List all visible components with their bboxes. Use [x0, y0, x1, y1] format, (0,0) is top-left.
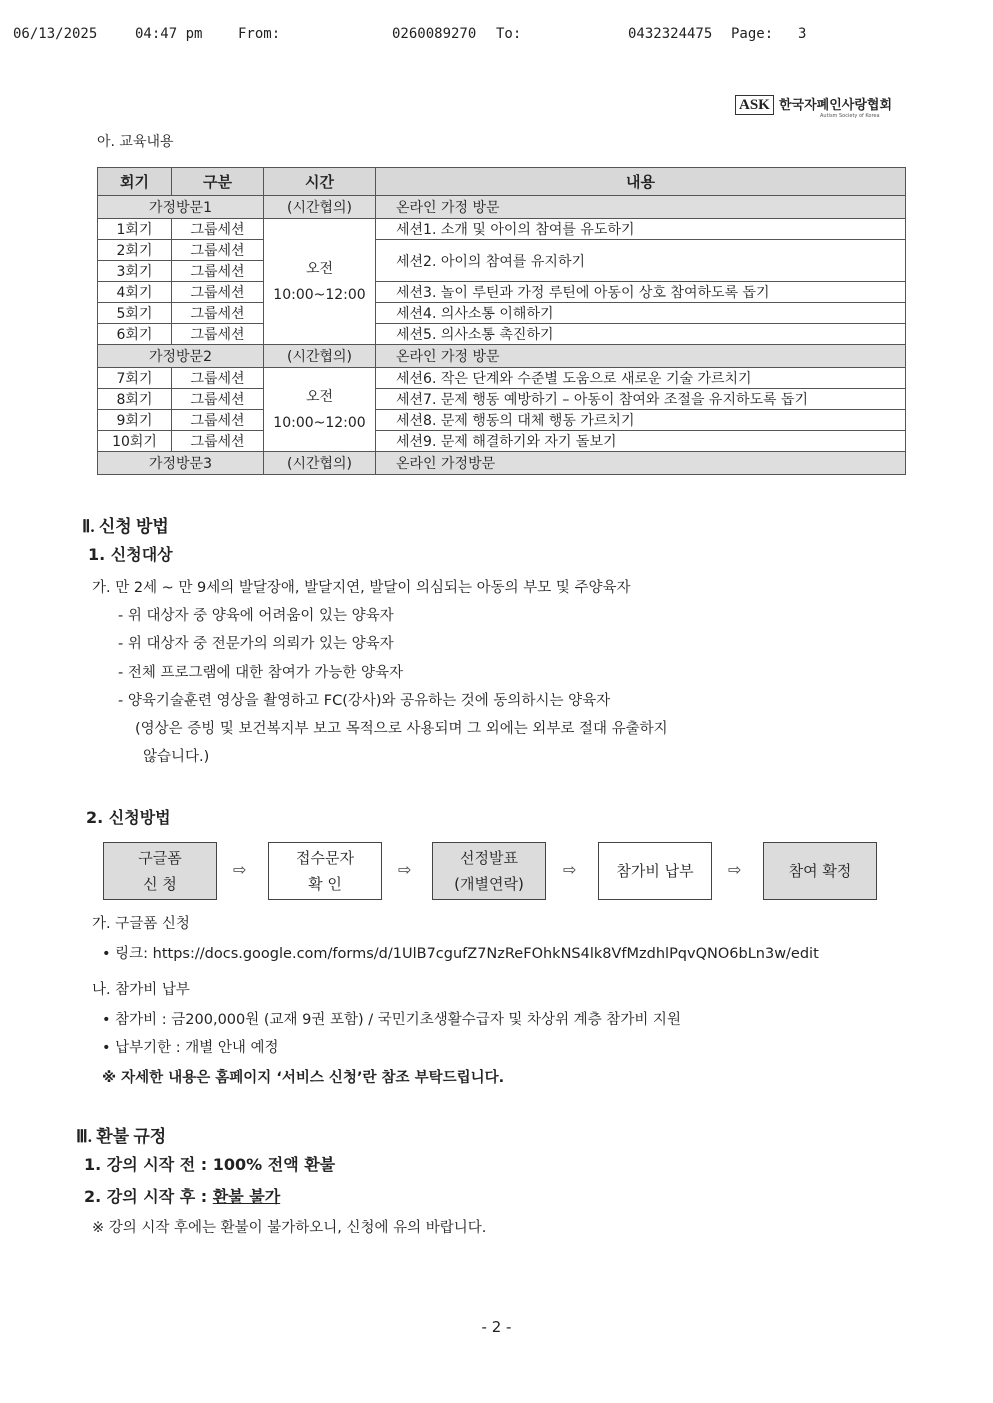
flow-arrow-icon: ⇨: [563, 860, 577, 879]
table-row: [98, 303, 906, 324]
session-cell: 8회기: [98, 389, 172, 410]
flow-step-line: (개별연락): [454, 875, 524, 893]
type-cell: 그룹세션: [172, 240, 264, 261]
homepage-notice: ※ 자세한 내용은 홈페이지 ‘서비스 신청’란 참조 부탁드립니다.: [102, 1070, 505, 1086]
content-cell: 세션5. 의사소통 촉진하기: [376, 324, 906, 345]
target-description: 가. 만 2세 ~ 만 9세의 발달장애, 발달지연, 발달이 의심되는 아동의 부모 및 주양육자: [92, 580, 631, 596]
refund-after-label: 2. 강의 시작 후 :: [84, 1187, 213, 1206]
table-row: [98, 345, 906, 368]
table-row: [98, 389, 906, 410]
fax-to-label: To:: [496, 26, 522, 42]
content-cell: 온라인 가정 방문: [376, 345, 906, 368]
apply-google-form-label: 가. 구글폼 신청: [92, 916, 190, 932]
link-row: [102, 942, 819, 963]
type-cell: 그룹세션: [172, 368, 264, 389]
content-cell: 세션4. 의사소통 이해하기: [376, 303, 906, 324]
flow-step-line: 구글폼: [138, 849, 182, 867]
content-cell: 세션9. 문제 해결하기와 자기 돌보기: [376, 431, 906, 452]
table-row: [98, 219, 906, 240]
flow-arrow-icon: ⇨: [233, 860, 247, 879]
flow-step-google-form: [103, 842, 217, 900]
content-cell: 세션3. 놀이 루틴과 가정 루틴에 아동이 상호 참여하도록 돕기: [376, 282, 906, 303]
refund-after-start: [84, 1184, 280, 1207]
flow-step-line: 신 청: [143, 875, 177, 893]
target-bullet: - 전체 프로그램에 대한 참여가 가능한 양육자: [118, 665, 404, 681]
home-visit-label: 가정방문1: [98, 196, 264, 219]
refund-before-start: 1. 강의 시작 전 : 100% 전액 환불: [84, 1155, 336, 1174]
target-bullet: - 위 대상자 중 전문가의 의뢰가 있는 양육자: [118, 636, 394, 652]
organization-logo: [735, 93, 895, 123]
session-cell: 2회기: [98, 240, 172, 261]
flow-step-line: 참가비 납부: [616, 862, 694, 880]
flow-step-payment: [598, 842, 712, 900]
table-row: [98, 282, 906, 303]
time-cell: [264, 368, 376, 452]
flow-step-line: 선정발표: [460, 849, 518, 867]
fax-time: 04:47 pm: [135, 26, 203, 42]
logo-name: 한국자폐인사랑협회: [779, 98, 893, 113]
session-cell: 6회기: [98, 324, 172, 345]
type-cell: 그룹세션: [172, 324, 264, 345]
flow-step-line: 접수문자: [296, 849, 354, 867]
time-am: 오전: [305, 388, 334, 405]
video-usage-note: (영상은 증빙 및 보건복지부 보고 목적으로 사용되며 그 외에는 외부로 절대 유출하지: [135, 721, 668, 737]
type-cell: 그룹세션: [172, 261, 264, 282]
fee-info: • 참가비 : 금200,000원 (교재 9권 포함) / 국민기초생활수급자 및 차상위 계층 참가비 지원: [102, 1012, 681, 1028]
time-range: 10:00~12:00: [273, 414, 366, 431]
table-row: [98, 196, 906, 219]
fax-date: 06/13/2025: [13, 26, 98, 42]
logo-mark: ASK: [735, 95, 774, 115]
session-cell: 5회기: [98, 303, 172, 324]
page-number: - 2 -: [481, 1318, 512, 1336]
content-cell: 세션8. 문제 행동의 대체 행동 가르치기: [376, 410, 906, 431]
type-cell: 그룹세션: [172, 303, 264, 324]
table-row: [98, 368, 906, 389]
type-cell: 그룹세션: [172, 389, 264, 410]
target-bullet: - 양육기술훈련 영상을 촬영하고 FC(강사)와 공유하는 것에 동의하시는 양육자: [118, 693, 611, 709]
time-range: 10:00~12:00: [273, 286, 366, 303]
content-cell: 온라인 가정 방문: [376, 196, 906, 219]
session-cell: 3회기: [98, 261, 172, 282]
session-cell: 10회기: [98, 431, 172, 452]
fee-payment-label: 나. 참가비 납부: [92, 982, 190, 998]
table-header: 회기: [98, 168, 172, 196]
type-cell: 그룹세션: [172, 219, 264, 240]
fax-from-label: From:: [238, 26, 281, 42]
flow-step-confirmation: [763, 842, 877, 900]
content-cell: 세션1. 소개 및 아이의 참여를 유도하기: [376, 219, 906, 240]
flow-step-line: 확 인: [308, 875, 342, 893]
flow-step-selection: [432, 842, 546, 900]
payment-deadline: • 납부기한 : 개별 안내 예정: [102, 1040, 279, 1056]
table-header: 시간: [264, 168, 376, 196]
fax-from-number: 0260089270: [392, 26, 477, 42]
home-visit-label: 가정방문3: [98, 452, 264, 475]
link-label: • 링크:: [102, 946, 153, 962]
flow-step-receipt: [268, 842, 382, 900]
home-visit-label: 가정방문2: [98, 345, 264, 368]
section-title-application: Ⅱ. 신청 방법: [82, 517, 169, 536]
session-cell: 4회기: [98, 282, 172, 303]
content-cell: 세션6. 작은 단계와 수준별 도움으로 새로운 기술 가르치기: [376, 368, 906, 389]
table-row: [98, 240, 906, 261]
flow-arrow-icon: ⇨: [398, 860, 412, 879]
session-cell: 1회기: [98, 219, 172, 240]
content-cell: 세션7. 문제 행동 예방하기 – 아동이 참여와 조절을 유지하도록 돕기: [376, 389, 906, 410]
flow-arrow-icon: ⇨: [728, 860, 742, 879]
video-usage-note-end: 않습니다.): [143, 749, 210, 765]
section-label-education: 아. 교육내용: [97, 134, 174, 150]
table-header-row: [98, 168, 906, 196]
table-header: 내용: [376, 168, 906, 196]
table-header: 구분: [172, 168, 264, 196]
time-am: 오전: [305, 260, 334, 277]
refund-note: ※ 강의 시작 후에는 환불이 불가하오니, 신청에 유의 바랍니다.: [92, 1220, 487, 1236]
content-cell: 온라인 가정방문: [376, 452, 906, 475]
time-cell: (시간협의): [264, 452, 376, 475]
google-form-link[interactable]: https://docs.google.com/forms/d/1UlB7cgufZ7NzReFOhkNS4lk8VfMzdhlPqvQNO6bLn3w/edit: [152, 946, 819, 962]
content-cell: 세션2. 아이의 참여를 유지하기: [376, 240, 906, 282]
time-cell: (시간협의): [264, 196, 376, 219]
target-bullet: - 위 대상자 중 양육에 어려움이 있는 양육자: [118, 608, 394, 624]
session-cell: 9회기: [98, 410, 172, 431]
table-row: [98, 452, 906, 475]
table-row: [98, 324, 906, 345]
section-title-refund: Ⅲ. 환불 규정: [76, 1127, 167, 1146]
table-row: [98, 410, 906, 431]
fax-page-number: 3: [798, 26, 807, 42]
fax-page-label: Page:: [731, 26, 774, 42]
logo-subtitle: Autism Society of Korea: [820, 113, 880, 119]
type-cell: 그룹세션: [172, 410, 264, 431]
type-cell: 그룹세션: [172, 431, 264, 452]
subsection-title-target: 1. 신청대상: [88, 545, 173, 564]
session-cell: 7회기: [98, 368, 172, 389]
time-cell: (시간협의): [264, 345, 376, 368]
table-row: [98, 431, 906, 452]
type-cell: 그룹세션: [172, 282, 264, 303]
time-cell: [264, 219, 376, 345]
education-schedule-table: [97, 167, 906, 475]
flow-step-line: 참여 확정: [788, 862, 852, 880]
refund-after-value: 환불 불가: [212, 1187, 281, 1206]
fax-to-number: 0432324475: [628, 26, 713, 42]
subsection-title-method: 2. 신청방법: [86, 808, 171, 827]
